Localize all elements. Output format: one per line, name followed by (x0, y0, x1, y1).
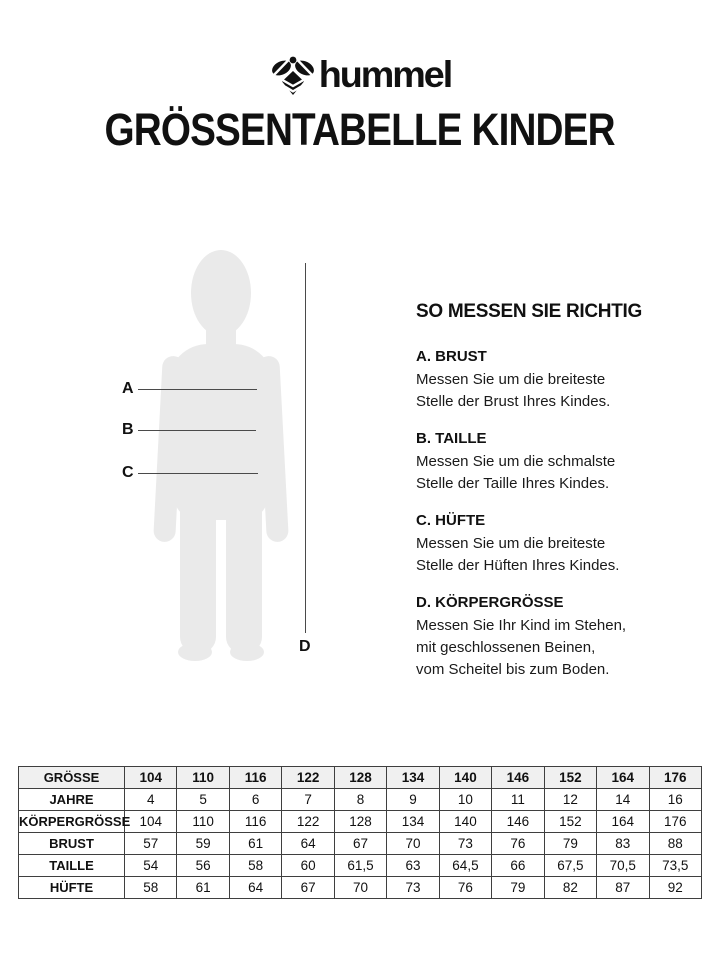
size-cell: 63 (387, 855, 439, 877)
size-cell: 6 (229, 789, 281, 811)
size-cell: 58 (229, 855, 281, 877)
instruction-section (416, 348, 616, 413)
size-cell: 92 (649, 877, 701, 899)
section-title: B. TAILLE (416, 430, 487, 447)
child-silhouette (140, 248, 300, 669)
marker-b-label: B (122, 421, 134, 438)
size-cell: 104 (125, 811, 177, 833)
size-cell: 64 (229, 877, 281, 899)
size-cell: 61 (177, 877, 229, 899)
size-cell: 61 (229, 833, 281, 855)
size-cell: 79 (492, 877, 544, 899)
row-label: TAILLE (19, 855, 125, 877)
size-cell: 56 (177, 855, 229, 877)
row-label: KÖRPERGRÖSSE (19, 811, 125, 833)
section-text-line: Stelle der Taille Ihres Kindes. (416, 475, 610, 492)
table-row (19, 877, 702, 899)
measuring-instructions (416, 301, 642, 698)
table-row (19, 789, 702, 811)
size-cell: 79 (544, 833, 596, 855)
size-cell: 128 (334, 767, 386, 789)
size-cell: 11 (492, 789, 544, 811)
size-cell: 58 (125, 877, 177, 899)
section-text-line: Stelle der Hüften Ihres Kindes. (416, 557, 620, 574)
size-cell: 9 (387, 789, 439, 811)
size-cell: 116 (229, 767, 281, 789)
section-text-line: Stelle der Brust Ihres Kindes. (416, 393, 611, 410)
size-cell: 87 (597, 877, 649, 899)
size-cell: 66 (492, 855, 544, 877)
size-cell: 146 (492, 811, 544, 833)
row-label: GRÖSSE (19, 767, 125, 789)
size-cell: 73 (439, 833, 491, 855)
size-cell: 70 (387, 833, 439, 855)
size-cell: 7 (282, 789, 334, 811)
size-cell: 57 (125, 833, 177, 855)
size-cell: 54 (125, 855, 177, 877)
size-cell: 16 (649, 789, 701, 811)
hummel-bee-icon (271, 55, 315, 95)
size-cell: 82 (544, 877, 596, 899)
size-cell: 83 (597, 833, 649, 855)
size-table-body (19, 767, 702, 899)
size-cell: 152 (544, 811, 596, 833)
marker-c-label: C (122, 464, 134, 481)
section-text-line: Messen Sie um die breiteste (416, 371, 606, 388)
size-cell: 73,5 (649, 855, 701, 877)
size-cell: 164 (597, 811, 649, 833)
marker-d-label: D (299, 638, 311, 655)
height-measure-line (305, 263, 306, 633)
waist-measure-line (138, 430, 256, 431)
size-cell: 67,5 (544, 855, 596, 877)
row-label: JAHRE (19, 789, 125, 811)
size-cell: 76 (492, 833, 544, 855)
size-cell: 4 (125, 789, 177, 811)
size-cell: 104 (125, 767, 177, 789)
section-text-line: mit geschlossenen Beinen, (416, 639, 596, 656)
size-cell: 122 (282, 767, 334, 789)
size-cell: 122 (282, 811, 334, 833)
marker-a-label: A (122, 380, 134, 397)
instruction-section (416, 430, 616, 495)
section-title: A. BRUST (416, 348, 487, 365)
chest-measure-line (138, 389, 257, 390)
size-cell: 67 (334, 833, 386, 855)
size-cell: 128 (334, 811, 386, 833)
section-title: C. HÜFTE (416, 512, 486, 529)
size-cell: 64 (282, 833, 334, 855)
row-label: BRUST (19, 833, 125, 855)
size-cell: 10 (439, 789, 491, 811)
table-row (19, 767, 702, 789)
size-cell: 146 (492, 767, 544, 789)
brand-logo (0, 54, 720, 96)
size-cell: 134 (387, 811, 439, 833)
size-cell: 176 (649, 811, 701, 833)
size-cell: 88 (649, 833, 701, 855)
size-cell: 70 (334, 877, 386, 899)
row-label: HÜFTE (19, 877, 125, 899)
size-cell: 110 (177, 767, 229, 789)
table-row (19, 855, 702, 877)
size-cell: 59 (177, 833, 229, 855)
size-cell: 116 (229, 811, 281, 833)
section-text-line: Messen Sie um die schmalste (416, 453, 616, 470)
page-title: GRÖSSENTABELLE KINDER (104, 104, 616, 155)
size-cell: 14 (597, 789, 649, 811)
size-cell: 76 (439, 877, 491, 899)
size-cell: 140 (439, 767, 491, 789)
size-cell: 70,5 (597, 855, 649, 877)
size-cell: 12 (544, 789, 596, 811)
section-title: D. KÖRPERGRÖSSE (416, 594, 564, 611)
size-cell: 8 (334, 789, 386, 811)
instructions-heading: SO MESSEN SIE RICHTIG (416, 301, 642, 322)
instruction-sections (416, 348, 627, 681)
size-cell: 134 (387, 767, 439, 789)
size-table (18, 766, 702, 899)
size-cell: 5 (177, 789, 229, 811)
brand-wordmark: hummel (318, 54, 451, 95)
table-row (19, 833, 702, 855)
size-cell: 176 (649, 767, 701, 789)
table-row (19, 811, 702, 833)
size-cell: 140 (439, 811, 491, 833)
size-cell: 61,5 (334, 855, 386, 877)
section-text-line: Messen Sie Ihr Kind im Stehen, (416, 617, 627, 634)
section-text-line: Messen Sie um die breiteste (416, 535, 606, 552)
size-cell: 110 (177, 811, 229, 833)
size-cell: 73 (387, 877, 439, 899)
instruction-section (416, 512, 620, 577)
size-cell: 60 (282, 855, 334, 877)
size-cell: 164 (597, 767, 649, 789)
section-text-line: vom Scheitel bis zum Boden. (416, 661, 610, 678)
size-cell: 67 (282, 877, 334, 899)
size-cell: 64,5 (439, 855, 491, 877)
hip-measure-line (138, 473, 258, 474)
size-cell: 152 (544, 767, 596, 789)
instruction-section (416, 594, 627, 681)
